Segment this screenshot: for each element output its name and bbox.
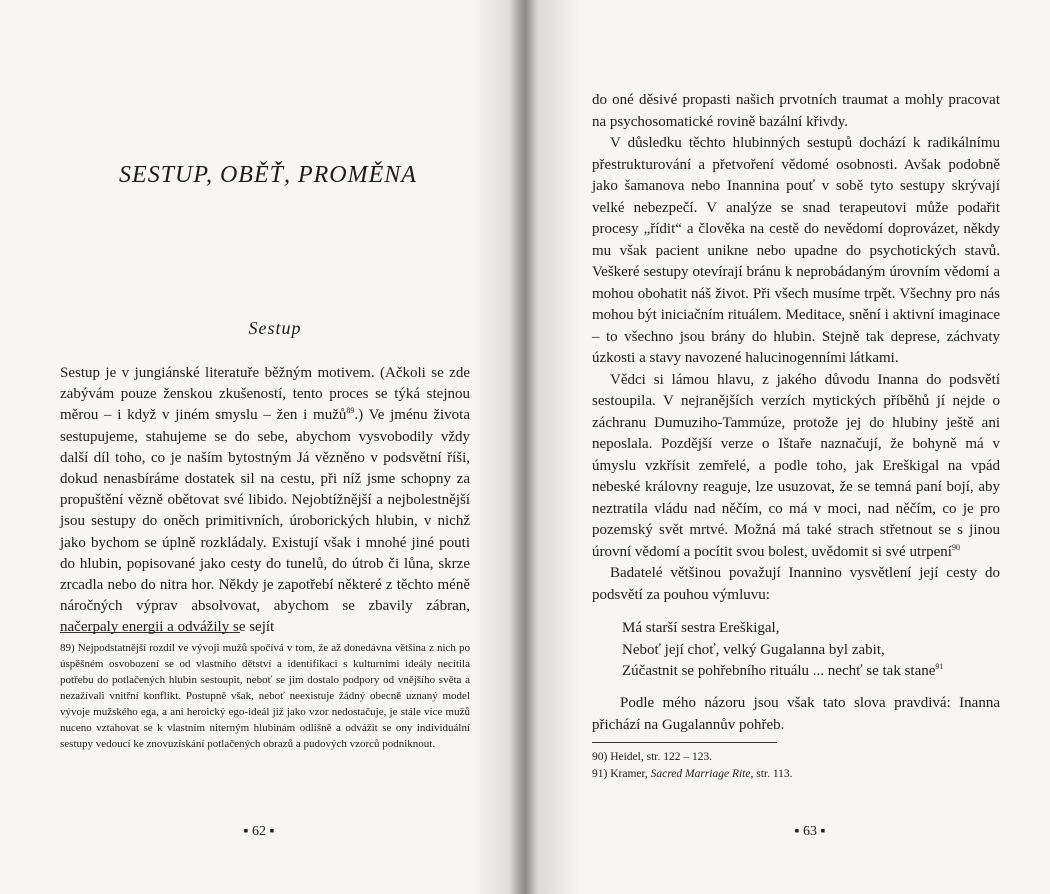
- footnote-89: [60, 640, 470, 752]
- page-number-right: ▪ 63 ▪: [794, 824, 826, 839]
- section-title: Sestup: [248, 318, 302, 338]
- right-paragraph-3: [592, 370, 1000, 564]
- footnote-text-89: Nejpodstatnější rozdíl ve vývoji mužů spočívá v tom, že až donedávna většina z nich po úspěšném osvobození se od vlastního dětství a identifikaci s kulturními ideály necítila potřebu do potlačených hlubin sestoupit, neboť se jim dostalo podpory od vnějšího světa a nezažívali vnitřní konflikt. Postupně však, neboť neexistuje žádný obecně uznaný model vývoje mužského ega, a ani heroický ego-ideál již jako vzor nedostačuje, je stále více mužů nuceno vztahovat se k vlastním niterným hlubinám odlišně a odvážit se ony individuální sestupy vedoucí ke znovuzískání potlačených obrazů a pudových vzorců podniknout.: [60, 642, 470, 750]
- footnote-ref-91: 91: [935, 662, 944, 671]
- book-gutter: [470, 0, 580, 894]
- footnote-91: [592, 766, 1000, 783]
- left-paragraph: [60, 363, 470, 639]
- left-paragraph-part-1: Sestup je v jungiánské literatuře běžným motivem. (Ačkoli se zde zabývám pouze ženskou zkušeností, tento proces se týká stejnou měrou – i když v jiném smyslu – žen i mužů: [60, 365, 470, 424]
- footnote-91-prefix: 91) Kramer,: [592, 768, 651, 780]
- right-paragraph-4: Badatelé většinou považují Inannino vysvětlení její cesty do podsvětí za pouhou výmluvu:: [592, 565, 1000, 603]
- right-paragraph-3-text: Vědci si lámou hlavu, z jakého důvodu Inanna do podsvětí sestoupila. V nejranějších verzích mytických příběhů jí nejde o záchranu Dumuziho-Tammúze, protože jej do hlubiny ještě ani neposlala. Pozdější verze o Ištaře naznačují, že bohyně má v úmyslu vzkřísit zemřelé, a podle toho, jak Ereškigal na vpád nebeské královny reaguje, lze usuzovat, že se temná paní bojí, aby neztratila vládu nad něčím, co má v moci, nad něčím, co je pro pozemský svět mrtvé. Možná má také strach střetnout se s jinou úrovní vědomí a pocítit svou bolest, uvědomit si své utrpení: [592, 371, 1000, 560]
- left-body-text: [60, 363, 470, 639]
- footnote-number-89: 89): [60, 642, 75, 654]
- verse-line-3-text: Zúčastnit se pohřebního rituálu ... nechť se tak stane: [622, 663, 936, 679]
- quoted-verse: [622, 618, 1002, 683]
- footnotes-right: [592, 749, 1000, 783]
- footnote-separator-right: [592, 742, 777, 743]
- chapter-title: SESTUP, OBĚŤ, PROMĚNA: [119, 162, 417, 188]
- right-paragraph-2: V důsledku těchto hlubinných sestupů dochází k radikálnímu přestrukturování a přetvoření vědomé osobnosti. Avšak podobně jako šamanova nebo Inannina pouť v sobě tyto sestupy skrývají velké nebezpečí. V analýze se snad terapeutovi může podařit procesy „řídit“ a člověka na cestě do nevědomí doprovázet, někdy mu však pacient unikne nebo upadne do psychotických stavů. Veškeré sestupy otevírají bránu k neprobádaným úrovním vědomí a mohou obohatit náš život. Při všech musíme trpět. Všechny pro nás mohou být iniciačním rituálem. Meditace, snění i aktivní imaginace – to všechno jsou brány do hlubin. Stejně tak deprese, záchvaty úzkosti a stavy navozené halucinogenními látkami.: [592, 135, 1000, 366]
- footnote-ref-89: 89: [346, 406, 355, 416]
- right-paragraph-1: do oné děsivé propasti našich prvotních traumat a mohly pracovat na psychosomatické rovině bazální křivdy.: [592, 92, 1000, 130]
- verse-line-1: Má starší sestra Ereškigal,: [622, 620, 780, 636]
- footnote-91-book-title: Sacred Marriage Rite: [650, 768, 751, 780]
- verse-line-3: [622, 661, 1002, 683]
- page-number-left: ▪ 62 ▪: [243, 824, 275, 839]
- footnote-ref-90: 90: [951, 542, 960, 552]
- footnote-separator-left: [60, 632, 240, 633]
- footnote-90: 90) Heidel, str. 122 – 123.: [592, 751, 713, 763]
- right-body-text: [592, 90, 1000, 606]
- footnote-91-suffix: , str. 113.: [750, 768, 793, 780]
- right-paragraph-5: Podle mého názoru jsou však tato slova pravdivá: Inanna přichází na Gugalannův pohřeb.: [592, 695, 1000, 733]
- left-paragraph-part-2: .) Ve jménu života sestupujeme, stahujeme se do sebe, abychom vysvobodily vždy další díl toho, co je naším bytostným Já vězněno v podsvětní říši, dokud nenasbíráme dostatek sil na cestu, při níž jsme schopny za propuštění vězně obětovat své libido. Nejobtížnější a nejbolestnější jsou sestupy do oněch primitivních, úroborických hlubin, v nichž jako bychom se úplně rozkládaly. Existují však i mnohé jiné pouti do hlubin, popisované jako cesty do tunelů, do útrob či lůna, skrze zrcadla nebo do nitra hor. Někdy je zapotřebí některé z těchto méně náročných výprav absolvovat, abychom se zbavily zábran, načerpaly energii a odvážily se sejít: [60, 407, 470, 636]
- verse-line-2: Neboť její choť, velký Gugalanna byl zabit,: [622, 641, 885, 658]
